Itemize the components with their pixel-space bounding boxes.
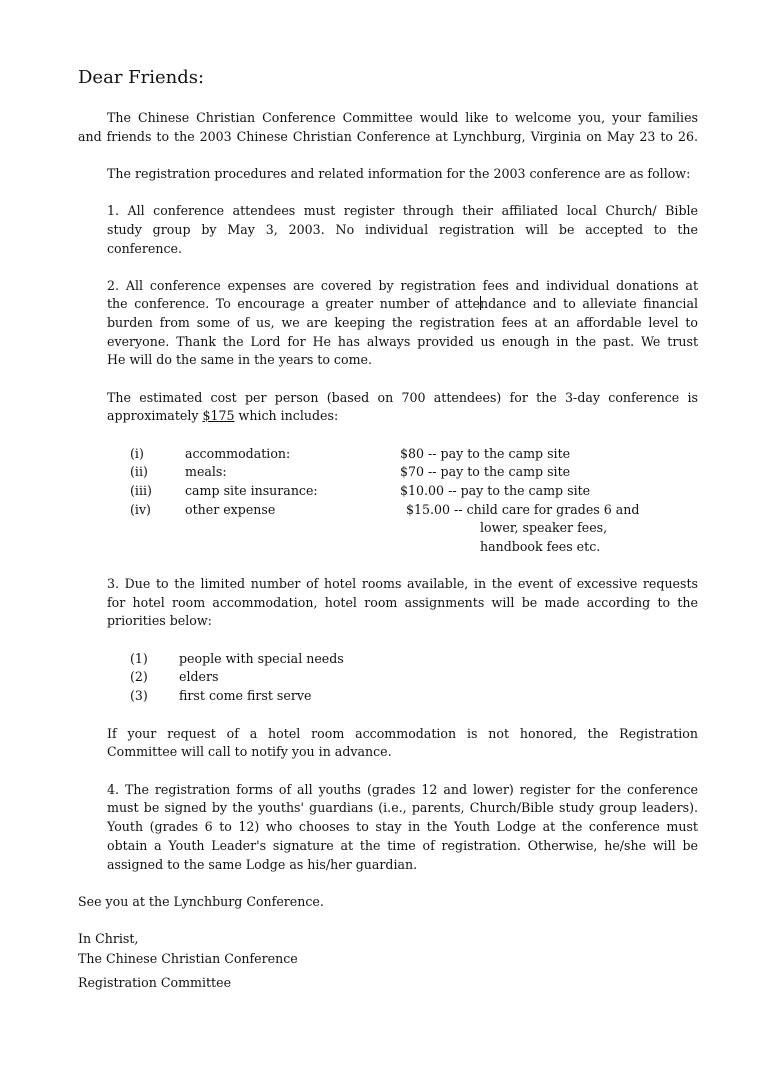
signature-org-1: The Chinese Christian Conference xyxy=(78,951,298,966)
item4-line-1: 4. The registration forms of all youths (grades 12 and lower) register for the conference xyxy=(107,782,698,797)
priority-num: (3) xyxy=(130,688,148,703)
priority-num: (1) xyxy=(130,651,148,666)
item2-line-2 xyxy=(107,295,698,314)
cost-item-label: other expense xyxy=(185,502,276,517)
cost-item-label: accommodation: xyxy=(185,446,291,461)
closing-see-you: See you at the Lynchburg Conference. xyxy=(78,894,324,909)
cost-item-num: (ii) xyxy=(130,464,148,479)
item2-line-5: He will do the same in the years to come. xyxy=(107,352,372,367)
cost-item-value: $70 -- pay to the camp site xyxy=(400,464,571,479)
item3-line-1: 3. Due to the limited number of hotel rooms available, in the event of excessive requests xyxy=(107,576,698,591)
item1-line-2: study group by May 3, 2003. No individual registration will be accepted to the xyxy=(107,222,698,237)
procedures-intro: The registration procedures and related information for the 2003 conference are as follow: xyxy=(107,166,691,181)
item1-line-3: conference. xyxy=(107,241,182,256)
item3-line-3: priorities below: xyxy=(107,613,212,628)
signature-org-2: Registration Committee xyxy=(78,975,232,990)
cost-line-1: The estimated cost per person (based on 700 attendees) for the 3-day conference is xyxy=(107,390,698,405)
cost-item-cont-1: lower, speaker fees, xyxy=(480,520,608,535)
cost-item-num: (i) xyxy=(130,446,144,461)
item4-line-2: must be signed by the youths' guardians (i.e., parents, Church/Bible study group leaders). xyxy=(107,800,698,815)
cost-suffix: which includes: xyxy=(234,408,339,423)
item2-line-2b: ndance and to alleviate financial xyxy=(479,296,698,311)
intro-line-1: The Chinese Christian Conference Committee would like to welcome you, your families xyxy=(107,110,698,125)
priority-text: people with special needs xyxy=(179,651,344,666)
item1-line-1: 1. All conference attendees must register through their affiliated local Church/ Bible xyxy=(107,203,698,218)
priority-text: first come first serve xyxy=(179,688,312,703)
item4-line-5: assigned to the same Lodge as his/her guardian. xyxy=(107,857,418,872)
item4-line-4: obtain a Youth Leader's signature at the time of registration. Otherwise, he/she will be xyxy=(107,838,698,853)
cost-amount: $175 xyxy=(202,408,235,423)
hotel-note-line-2: Committee will call to notify you in advance. xyxy=(107,744,392,759)
item3-line-2: for hotel room accommodation, hotel room assignments will be made according to the xyxy=(107,595,698,610)
cost-prefix: approximately xyxy=(107,408,203,423)
item2-line-4: everyone. Thank the Lord for He has always provided us enough in the past. We trust xyxy=(107,334,698,349)
cost-item-value: $10.00 -- pay to the camp site xyxy=(400,483,591,498)
cost-item-label: meals: xyxy=(185,464,227,479)
item2-line-3: burden from some of us, we are keeping the registration fees at an affordable level to xyxy=(107,315,698,330)
closing-in-christ: In Christ, xyxy=(78,931,139,946)
cost-line-2 xyxy=(107,407,338,426)
cost-item-num: (iii) xyxy=(130,483,152,498)
cost-item-num: (iv) xyxy=(130,502,151,517)
item4-line-3: Youth (grades 6 to 12) who chooses to stay in the Youth Lodge at the conference must xyxy=(107,819,698,834)
cost-item-cont-2: handbook fees etc. xyxy=(480,539,601,554)
cost-item-value: $15.00 -- child care for grades 6 and xyxy=(406,502,640,517)
priority-text: elders xyxy=(179,669,219,684)
intro-line-2: and friends to the 2003 Chinese Christian Conference at Lynchburg, Virginia on May 23 to 26. xyxy=(78,129,698,144)
item2-line-1: 2. All conference expenses are covered by registration fees and individual donations at xyxy=(107,278,698,293)
item2-line-2a: the conference. To encourage a greater number of atte xyxy=(107,296,480,311)
hotel-note-line-1: If your request of a hotel room accommodation is not honored, the Registration xyxy=(107,726,698,741)
priority-num: (2) xyxy=(130,669,148,684)
cost-item-label: camp site insurance: xyxy=(185,483,318,498)
salutation: Dear Friends: xyxy=(78,67,205,88)
cost-item-value: $80 -- pay to the camp site xyxy=(400,446,571,461)
